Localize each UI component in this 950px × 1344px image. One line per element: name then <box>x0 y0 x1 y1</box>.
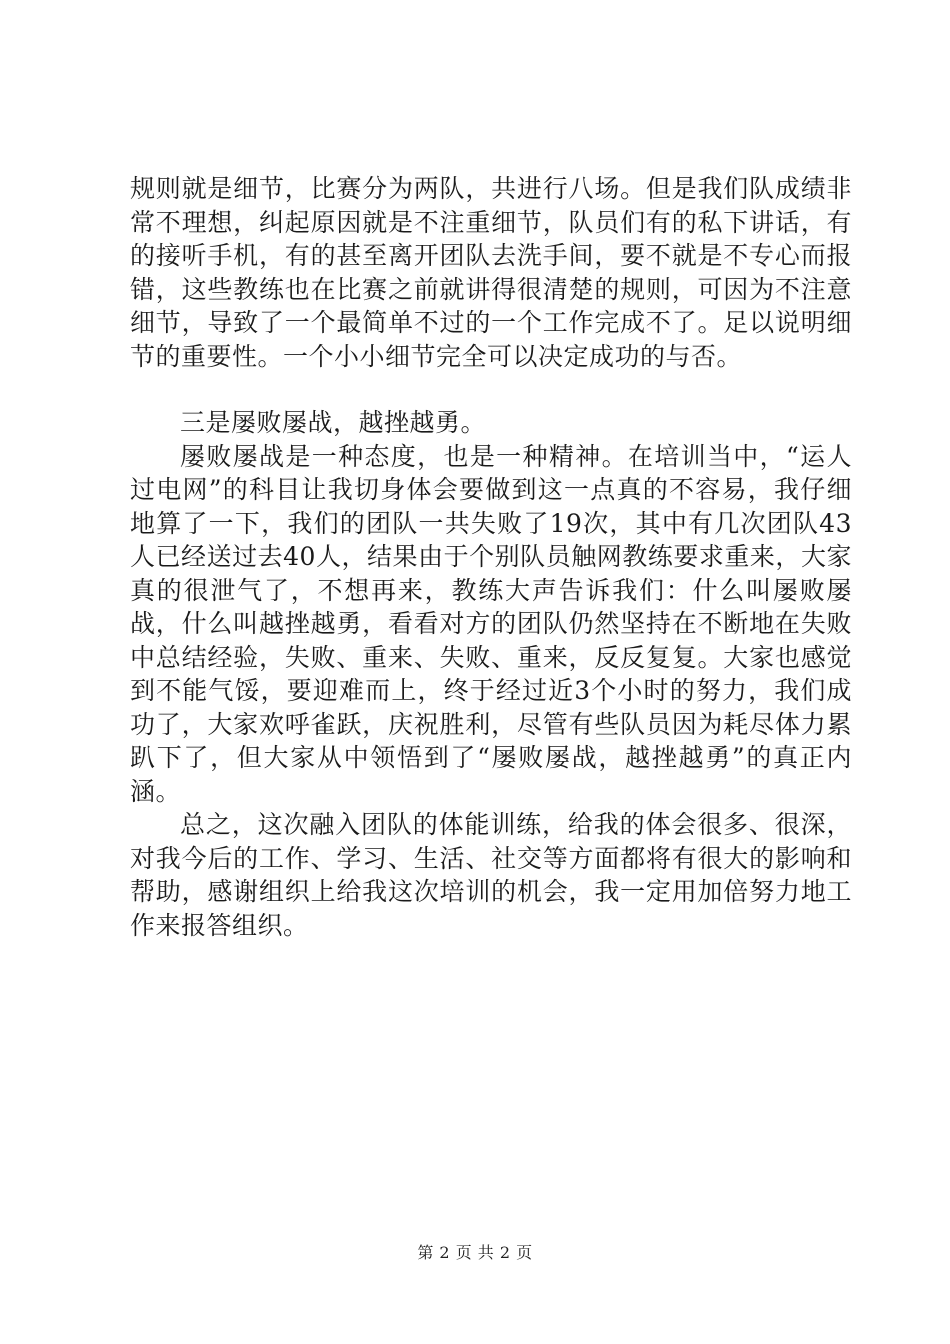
paragraph-perseverance: 屡败屡战是一种态度，也是一种精神。在培训当中，“运人过电网”的科目让我切身体会要做到这一点真的不容易，我仔细地算了一下，我们的团队一共失败了19次，其中有几次团队43人已经送过去40人，结果由于个别队员触网教练要求重来，大家真的很泄气了，不想再来，教练大声告诉我们：什么叫屡败屡战，什么叫越挫越勇，看看对方的团队仍然坚持在不断地在失败中总结经验，失败、重来、失败、重来，反反复复。大家也感觉到不能气馁，要迎难而上，终于经过近3个小时的努力，我们成功了，大家欢呼雀跃，庆祝胜利，尽管有些队员因为耗尽体力累趴下了，但大家从中领悟到了“屡败屡战，越挫越勇”的真正内涵。 <box>130 441 852 806</box>
page-number-footer: 第 2 页 共 2 页 <box>417 1243 533 1262</box>
section-heading-three: 三是屡败屡战，越挫越勇。 <box>180 408 487 437</box>
paragraph-conclusion: 总之，这次融入团队的体能训练，给我的体会很多、很深，对我今后的工作、学习、生活、社交等方面都将有很大的影响和帮助，感谢组织上给我这次培训的机会，我一定用加倍努力地工作来报答组织。 <box>130 810 852 940</box>
paragraph-details: 规则就是细节，比赛分为两队，共进行八场。但是我们队成绩非常不理想，纠起原因就是不注重细节，队员们有的私下讲话，有的接听手机，有的甚至离开团队去洗手间，要不就是不专心而报错，这些教练也在比赛之前就讲得很清楚的规则，可因为不注意细节，导致了一个最简单不过的一个工作完成不了。足以说明细节的重要性。一个小小细节完全可以决定成功的与否。 <box>130 174 852 371</box>
document-body <box>130 172 852 942</box>
